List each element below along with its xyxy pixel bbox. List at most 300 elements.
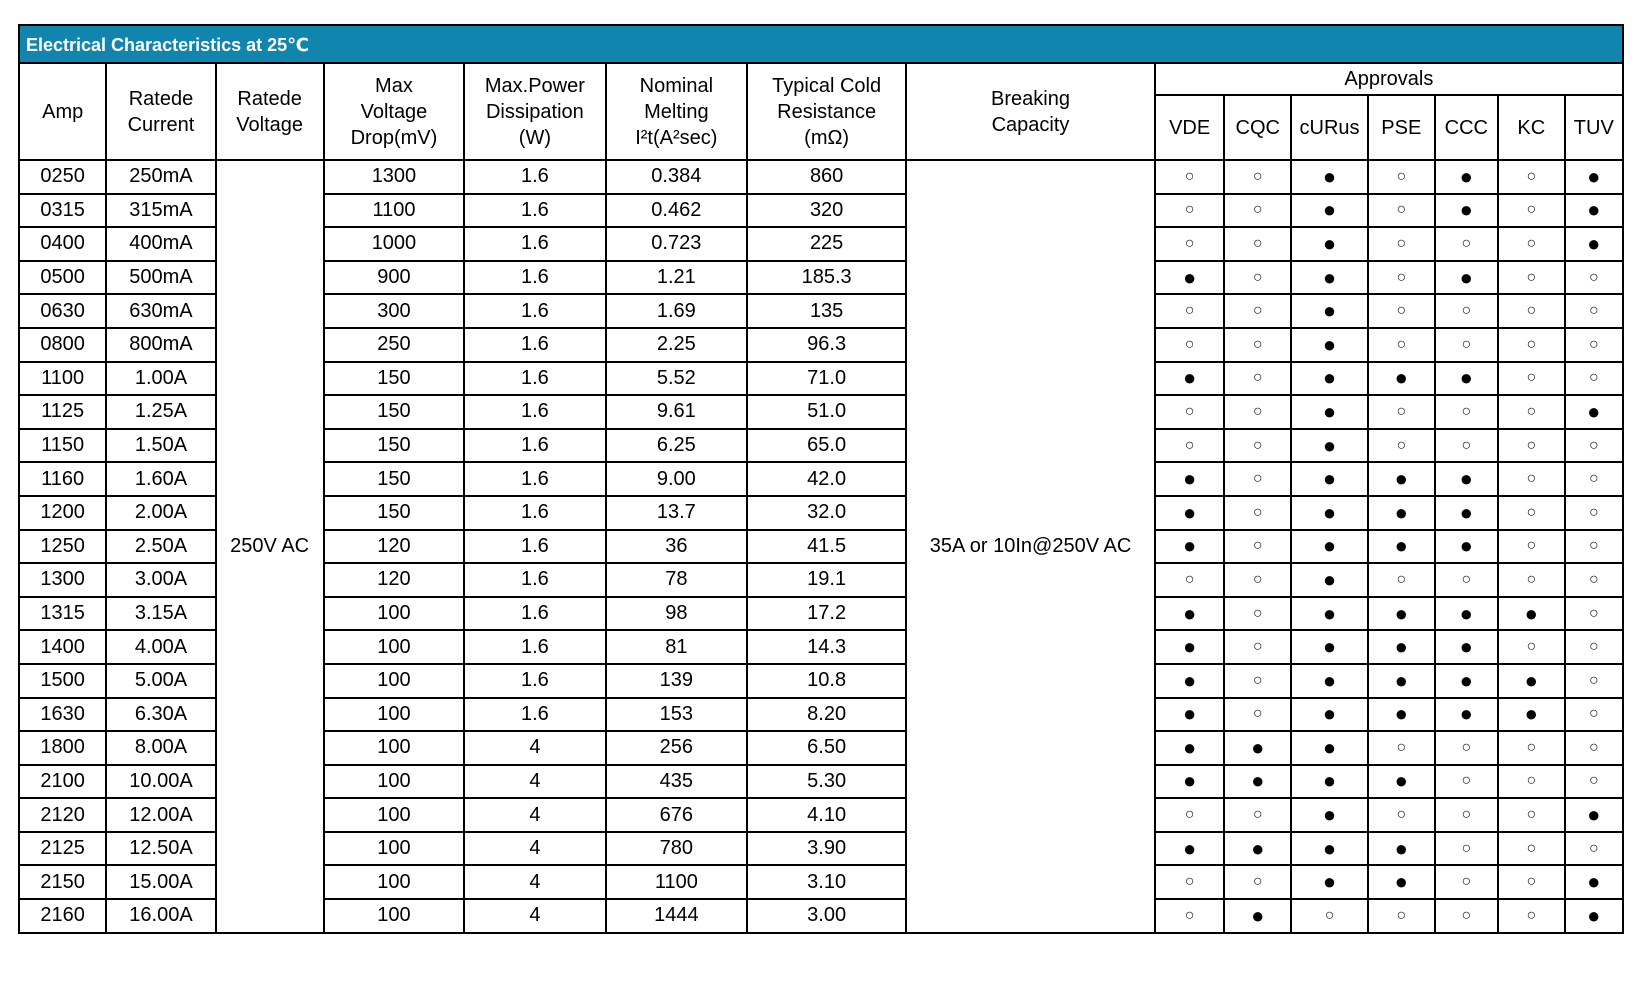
header-approval-tuv: TUV [1565,95,1623,160]
approval-cqc-hollow-dot-icon: ○ [1224,328,1291,362]
approval-cqc-hollow-dot-icon: ○ [1224,597,1291,631]
approval-pse-hollow-dot-icon: ○ [1368,160,1435,194]
cell-nominal-melting: 780 [606,832,747,866]
cell-cold-resistance: 32.0 [747,496,906,530]
cell-max-power: 1.6 [464,496,605,530]
cell-max-voltage-drop: 100 [324,798,464,832]
cell-nominal-melting: 139 [606,664,747,698]
approval-cqc-filled-dot-icon: ● [1224,731,1291,765]
cell-max-voltage-drop: 1000 [324,227,464,261]
characteristics-table [18,62,1624,934]
approval-curus-filled-dot-icon: ● [1291,328,1368,362]
cell-nominal-melting: 5.52 [606,362,747,396]
approval-vde-filled-dot-icon: ● [1155,261,1225,295]
cell-nominal-melting: 9.61 [606,395,747,429]
approval-ccc-hollow-dot-icon: ○ [1435,798,1498,832]
cell-max-voltage-drop: 150 [324,462,464,496]
approval-kc-hollow-dot-icon: ○ [1498,496,1565,530]
approval-cqc-filled-dot-icon: ● [1224,832,1291,866]
approval-tuv-hollow-dot-icon: ○ [1565,294,1623,328]
header-cold-resistance: Typical Cold Resistance (mΩ) [747,63,906,160]
approval-kc-hollow-dot-icon: ○ [1498,630,1565,664]
cell-amp: 1100 [19,362,106,396]
cell-cold-resistance: 3.00 [747,899,906,933]
cell-amp: 2100 [19,765,106,799]
approval-curus-filled-dot-icon: ● [1291,194,1368,228]
approval-vde-filled-dot-icon: ● [1155,597,1225,631]
approval-pse-hollow-dot-icon: ○ [1368,227,1435,261]
approval-ccc-hollow-dot-icon: ○ [1435,395,1498,429]
header-rated-current: Ratede Current [106,63,215,160]
approval-pse-hollow-dot-icon: ○ [1368,798,1435,832]
approval-pse-filled-dot-icon: ● [1368,630,1435,664]
approval-kc-hollow-dot-icon: ○ [1498,530,1565,564]
cell-amp: 0400 [19,227,106,261]
cell-max-power: 1.6 [464,429,605,463]
approval-curus-filled-dot-icon: ● [1291,798,1368,832]
cell-max-voltage-drop: 100 [324,597,464,631]
approval-ccc-hollow-dot-icon: ○ [1435,563,1498,597]
approval-vde-hollow-dot-icon: ○ [1155,194,1225,228]
approval-cqc-hollow-dot-icon: ○ [1224,194,1291,228]
cell-max-power: 1.6 [464,395,605,429]
cell-rated-current: 3.15A [106,597,215,631]
approval-pse-filled-dot-icon: ● [1368,664,1435,698]
approval-curus-filled-dot-icon: ● [1291,832,1368,866]
cell-max-voltage-drop: 150 [324,362,464,396]
cell-amp: 2125 [19,832,106,866]
cell-amp: 1400 [19,630,106,664]
approval-kc-filled-dot-icon: ● [1498,597,1565,631]
approval-pse-hollow-dot-icon: ○ [1368,261,1435,295]
cell-cold-resistance: 10.8 [747,664,906,698]
cell-rated-voltage: 250V AC [216,160,324,933]
cell-max-power: 1.6 [464,462,605,496]
cell-max-power: 4 [464,832,605,866]
approval-kc-hollow-dot-icon: ○ [1498,362,1565,396]
approval-curus-filled-dot-icon: ● [1291,698,1368,732]
approval-ccc-filled-dot-icon: ● [1435,261,1498,295]
cell-max-power: 1.6 [464,664,605,698]
approval-cqc-hollow-dot-icon: ○ [1224,160,1291,194]
cell-amp: 1125 [19,395,106,429]
table-row [19,160,1623,194]
cell-max-voltage-drop: 1100 [324,194,464,228]
cell-cold-resistance: 19.1 [747,563,906,597]
cell-amp: 1800 [19,731,106,765]
cell-rated-current: 8.00A [106,731,215,765]
approval-pse-hollow-dot-icon: ○ [1368,429,1435,463]
cell-max-voltage-drop: 100 [324,698,464,732]
approval-tuv-hollow-dot-icon: ○ [1565,698,1623,732]
cell-nominal-melting: 13.7 [606,496,747,530]
approval-pse-hollow-dot-icon: ○ [1368,731,1435,765]
cell-nominal-melting: 153 [606,698,747,732]
approval-vde-filled-dot-icon: ● [1155,832,1225,866]
cell-max-voltage-drop: 120 [324,563,464,597]
cell-max-voltage-drop: 900 [324,261,464,295]
cell-rated-current: 16.00A [106,899,215,933]
approval-kc-hollow-dot-icon: ○ [1498,429,1565,463]
cell-cold-resistance: 320 [747,194,906,228]
approval-tuv-hollow-dot-icon: ○ [1565,530,1623,564]
approval-vde-filled-dot-icon: ● [1155,462,1225,496]
cell-cold-resistance: 17.2 [747,597,906,631]
approval-tuv-filled-dot-icon: ● [1565,227,1623,261]
approval-tuv-hollow-dot-icon: ○ [1565,496,1623,530]
header-approval-ccc: CCC [1435,95,1498,160]
cell-nominal-melting: 435 [606,765,747,799]
cell-max-power: 1.6 [464,698,605,732]
cell-max-voltage-drop: 100 [324,630,464,664]
cell-nominal-melting: 1100 [606,865,747,899]
approval-ccc-filled-dot-icon: ● [1435,698,1498,732]
cell-amp: 0500 [19,261,106,295]
cell-amp: 1630 [19,698,106,732]
approval-ccc-filled-dot-icon: ● [1435,530,1498,564]
approval-curus-filled-dot-icon: ● [1291,395,1368,429]
approval-kc-hollow-dot-icon: ○ [1498,227,1565,261]
approval-curus-filled-dot-icon: ● [1291,429,1368,463]
approval-kc-hollow-dot-icon: ○ [1498,798,1565,832]
cell-cold-resistance: 225 [747,227,906,261]
approval-kc-filled-dot-icon: ● [1498,698,1565,732]
cell-cold-resistance: 185.3 [747,261,906,295]
approval-tuv-filled-dot-icon: ● [1565,865,1623,899]
cell-rated-current: 2.00A [106,496,215,530]
header-approval-kc: KC [1498,95,1565,160]
cell-rated-current: 800mA [106,328,215,362]
cell-rated-current: 5.00A [106,664,215,698]
cell-max-power: 1.6 [464,563,605,597]
approval-vde-hollow-dot-icon: ○ [1155,865,1225,899]
cell-nominal-melting: 0.723 [606,227,747,261]
approval-cqc-hollow-dot-icon: ○ [1224,294,1291,328]
approval-ccc-filled-dot-icon: ● [1435,160,1498,194]
approval-vde-hollow-dot-icon: ○ [1155,899,1225,933]
cell-rated-current: 1.25A [106,395,215,429]
header-approval-cqc: CQC [1224,95,1291,160]
cell-amp: 1200 [19,496,106,530]
cell-nominal-melting: 0.384 [606,160,747,194]
approval-ccc-hollow-dot-icon: ○ [1435,429,1498,463]
approval-cqc-hollow-dot-icon: ○ [1224,429,1291,463]
approval-kc-filled-dot-icon: ● [1498,664,1565,698]
approval-curus-filled-dot-icon: ● [1291,664,1368,698]
approval-tuv-hollow-dot-icon: ○ [1565,765,1623,799]
approval-vde-hollow-dot-icon: ○ [1155,395,1225,429]
cell-rated-current: 250mA [106,160,215,194]
header-nominal-melting: Nominal Melting I²t(A²sec) [606,63,747,160]
cell-nominal-melting: 256 [606,731,747,765]
cell-nominal-melting: 9.00 [606,462,747,496]
approval-tuv-hollow-dot-icon: ○ [1565,630,1623,664]
cell-nominal-melting: 81 [606,630,747,664]
approval-vde-filled-dot-icon: ● [1155,362,1225,396]
cell-amp: 0250 [19,160,106,194]
cell-max-voltage-drop: 1300 [324,160,464,194]
approval-vde-hollow-dot-icon: ○ [1155,160,1225,194]
approval-curus-filled-dot-icon: ● [1291,160,1368,194]
approval-ccc-filled-dot-icon: ● [1435,496,1498,530]
approval-tuv-hollow-dot-icon: ○ [1565,664,1623,698]
header-breaking-capacity: Breaking Capacity [906,63,1155,160]
cell-breaking-capacity: 35A or 10In@250V AC [906,160,1155,933]
approval-tuv-filled-dot-icon: ● [1565,899,1623,933]
approval-cqc-filled-dot-icon: ● [1224,899,1291,933]
cell-nominal-melting: 2.25 [606,328,747,362]
approval-curus-filled-dot-icon: ● [1291,597,1368,631]
cell-max-voltage-drop: 100 [324,731,464,765]
approval-ccc-hollow-dot-icon: ○ [1435,899,1498,933]
approval-cqc-hollow-dot-icon: ○ [1224,698,1291,732]
approval-kc-hollow-dot-icon: ○ [1498,563,1565,597]
cell-cold-resistance: 3.10 [747,865,906,899]
cell-amp: 0630 [19,294,106,328]
cell-max-voltage-drop: 150 [324,429,464,463]
cell-cold-resistance: 3.90 [747,832,906,866]
cell-rated-current: 630mA [106,294,215,328]
approval-ccc-filled-dot-icon: ● [1435,362,1498,396]
approval-ccc-filled-dot-icon: ● [1435,664,1498,698]
approval-pse-filled-dot-icon: ● [1368,865,1435,899]
cell-rated-current: 1.00A [106,362,215,396]
cell-rated-current: 1.50A [106,429,215,463]
approval-cqc-hollow-dot-icon: ○ [1224,462,1291,496]
cell-cold-resistance: 51.0 [747,395,906,429]
cell-max-power: 1.6 [464,160,605,194]
approval-curus-filled-dot-icon: ● [1291,261,1368,295]
approval-curus-filled-dot-icon: ● [1291,865,1368,899]
approval-tuv-filled-dot-icon: ● [1565,194,1623,228]
cell-cold-resistance: 860 [747,160,906,194]
header-amp: Amp [19,63,106,160]
approval-pse-filled-dot-icon: ● [1368,698,1435,732]
cell-nominal-melting: 676 [606,798,747,832]
approval-kc-hollow-dot-icon: ○ [1498,395,1565,429]
approval-kc-hollow-dot-icon: ○ [1498,865,1565,899]
table-body [19,160,1623,933]
approval-pse-filled-dot-icon: ● [1368,362,1435,396]
cell-amp: 1150 [19,429,106,463]
approval-curus-filled-dot-icon: ● [1291,630,1368,664]
cell-amp: 1160 [19,462,106,496]
approval-cqc-hollow-dot-icon: ○ [1224,395,1291,429]
approval-cqc-hollow-dot-icon: ○ [1224,865,1291,899]
cell-max-power: 4 [464,899,605,933]
approval-vde-hollow-dot-icon: ○ [1155,563,1225,597]
cell-max-power: 1.6 [464,630,605,664]
cell-nominal-melting: 1.69 [606,294,747,328]
approval-tuv-hollow-dot-icon: ○ [1565,462,1623,496]
approval-pse-filled-dot-icon: ● [1368,597,1435,631]
cell-rated-current: 3.00A [106,563,215,597]
approval-cqc-hollow-dot-icon: ○ [1224,530,1291,564]
approval-kc-hollow-dot-icon: ○ [1498,294,1565,328]
cell-rated-current: 4.00A [106,630,215,664]
approval-curus-hollow-dot-icon: ○ [1291,899,1368,933]
cell-max-power: 4 [464,865,605,899]
cell-nominal-melting: 6.25 [606,429,747,463]
approval-cqc-hollow-dot-icon: ○ [1224,630,1291,664]
cell-amp: 1300 [19,563,106,597]
cell-max-voltage-drop: 300 [324,294,464,328]
approval-ccc-filled-dot-icon: ● [1435,630,1498,664]
cell-rated-current: 12.00A [106,798,215,832]
cell-cold-resistance: 14.3 [747,630,906,664]
approval-vde-filled-dot-icon: ● [1155,664,1225,698]
approval-ccc-hollow-dot-icon: ○ [1435,731,1498,765]
approval-vde-filled-dot-icon: ● [1155,630,1225,664]
header-approval-curus: cURus [1291,95,1368,160]
approval-tuv-hollow-dot-icon: ○ [1565,429,1623,463]
cell-max-power: 1.6 [464,227,605,261]
approval-curus-filled-dot-icon: ● [1291,530,1368,564]
approval-tuv-filled-dot-icon: ● [1565,395,1623,429]
approval-vde-hollow-dot-icon: ○ [1155,798,1225,832]
cell-rated-current: 500mA [106,261,215,295]
cell-cold-resistance: 96.3 [747,328,906,362]
approval-ccc-hollow-dot-icon: ○ [1435,765,1498,799]
cell-cold-resistance: 135 [747,294,906,328]
approval-tuv-hollow-dot-icon: ○ [1565,328,1623,362]
header-approvals: Approvals [1155,63,1623,95]
approval-ccc-filled-dot-icon: ● [1435,597,1498,631]
approval-vde-filled-dot-icon: ● [1155,530,1225,564]
cell-amp: 2120 [19,798,106,832]
approval-kc-hollow-dot-icon: ○ [1498,462,1565,496]
approval-tuv-hollow-dot-icon: ○ [1565,261,1623,295]
cell-max-voltage-drop: 100 [324,899,464,933]
cell-amp: 0800 [19,328,106,362]
cell-rated-current: 12.50A [106,832,215,866]
approval-tuv-filled-dot-icon: ● [1565,160,1623,194]
cell-max-power: 1.6 [464,194,605,228]
cell-cold-resistance: 4.10 [747,798,906,832]
cell-max-voltage-drop: 150 [324,395,464,429]
cell-max-power: 1.6 [464,261,605,295]
cell-rated-current: 400mA [106,227,215,261]
cell-max-voltage-drop: 100 [324,664,464,698]
approval-cqc-hollow-dot-icon: ○ [1224,362,1291,396]
approval-ccc-filled-dot-icon: ● [1435,194,1498,228]
cell-max-voltage-drop: 100 [324,765,464,799]
approval-pse-hollow-dot-icon: ○ [1368,294,1435,328]
approval-curus-filled-dot-icon: ● [1291,496,1368,530]
cell-max-power: 4 [464,798,605,832]
approval-cqc-hollow-dot-icon: ○ [1224,496,1291,530]
approval-vde-filled-dot-icon: ● [1155,765,1225,799]
approval-pse-filled-dot-icon: ● [1368,496,1435,530]
cell-cold-resistance: 41.5 [747,530,906,564]
approval-vde-hollow-dot-icon: ○ [1155,328,1225,362]
cell-nominal-melting: 1.21 [606,261,747,295]
approval-ccc-hollow-dot-icon: ○ [1435,865,1498,899]
electrical-characteristics-sheet [18,24,1624,934]
approval-pse-filled-dot-icon: ● [1368,765,1435,799]
approval-tuv-filled-dot-icon: ● [1565,798,1623,832]
cell-max-power: 1.6 [464,328,605,362]
approval-curus-filled-dot-icon: ● [1291,731,1368,765]
approval-vde-filled-dot-icon: ● [1155,698,1225,732]
approval-vde-hollow-dot-icon: ○ [1155,227,1225,261]
header-approval-pse: PSE [1368,95,1435,160]
cell-nominal-melting: 0.462 [606,194,747,228]
approval-cqc-hollow-dot-icon: ○ [1224,563,1291,597]
approval-ccc-hollow-dot-icon: ○ [1435,227,1498,261]
cell-max-power: 1.6 [464,294,605,328]
approval-pse-hollow-dot-icon: ○ [1368,194,1435,228]
cell-cold-resistance: 42.0 [747,462,906,496]
header-max-power-dissipation: Max.Power Dissipation (W) [464,63,605,160]
approval-kc-hollow-dot-icon: ○ [1498,731,1565,765]
approval-vde-filled-dot-icon: ● [1155,496,1225,530]
approval-pse-hollow-dot-icon: ○ [1368,328,1435,362]
approval-curus-filled-dot-icon: ● [1291,765,1368,799]
cell-amp: 1500 [19,664,106,698]
approval-curus-filled-dot-icon: ● [1291,294,1368,328]
approval-curus-filled-dot-icon: ● [1291,462,1368,496]
cell-nominal-melting: 36 [606,530,747,564]
approval-curus-filled-dot-icon: ● [1291,227,1368,261]
cell-cold-resistance: 65.0 [747,429,906,463]
cell-rated-current: 10.00A [106,765,215,799]
approval-ccc-filled-dot-icon: ● [1435,462,1498,496]
approval-kc-hollow-dot-icon: ○ [1498,194,1565,228]
cell-cold-resistance: 8.20 [747,698,906,732]
approval-cqc-filled-dot-icon: ● [1224,765,1291,799]
cell-max-power: 1.6 [464,530,605,564]
header-approval-vde: VDE [1155,95,1225,160]
approval-cqc-hollow-dot-icon: ○ [1224,798,1291,832]
approval-pse-filled-dot-icon: ● [1368,832,1435,866]
cell-rated-current: 15.00A [106,865,215,899]
cell-amp: 1250 [19,530,106,564]
header-max-voltage-drop: Max Voltage Drop(mV) [324,63,464,160]
cell-rated-current: 315mA [106,194,215,228]
approval-pse-hollow-dot-icon: ○ [1368,563,1435,597]
cell-cold-resistance: 6.50 [747,731,906,765]
approval-tuv-hollow-dot-icon: ○ [1565,597,1623,631]
approval-kc-hollow-dot-icon: ○ [1498,899,1565,933]
cell-max-power: 1.6 [464,362,605,396]
approval-vde-hollow-dot-icon: ○ [1155,294,1225,328]
approval-tuv-hollow-dot-icon: ○ [1565,362,1623,396]
approval-kc-hollow-dot-icon: ○ [1498,328,1565,362]
table-title: Electrical Characteristics at 25℃ [18,24,1624,62]
cell-cold-resistance: 71.0 [747,362,906,396]
approval-curus-filled-dot-icon: ● [1291,563,1368,597]
approval-tuv-hollow-dot-icon: ○ [1565,731,1623,765]
cell-amp: 1315 [19,597,106,631]
approval-cqc-hollow-dot-icon: ○ [1224,261,1291,295]
cell-max-power: 4 [464,731,605,765]
approval-kc-hollow-dot-icon: ○ [1498,765,1565,799]
approval-kc-hollow-dot-icon: ○ [1498,832,1565,866]
approval-cqc-hollow-dot-icon: ○ [1224,664,1291,698]
cell-cold-resistance: 5.30 [747,765,906,799]
cell-nominal-melting: 98 [606,597,747,631]
approval-ccc-hollow-dot-icon: ○ [1435,832,1498,866]
cell-amp: 2160 [19,899,106,933]
cell-max-voltage-drop: 150 [324,496,464,530]
approval-pse-hollow-dot-icon: ○ [1368,899,1435,933]
approval-tuv-hollow-dot-icon: ○ [1565,563,1623,597]
approval-kc-hollow-dot-icon: ○ [1498,160,1565,194]
approval-pse-filled-dot-icon: ● [1368,462,1435,496]
approval-ccc-hollow-dot-icon: ○ [1435,294,1498,328]
approval-tuv-hollow-dot-icon: ○ [1565,832,1623,866]
